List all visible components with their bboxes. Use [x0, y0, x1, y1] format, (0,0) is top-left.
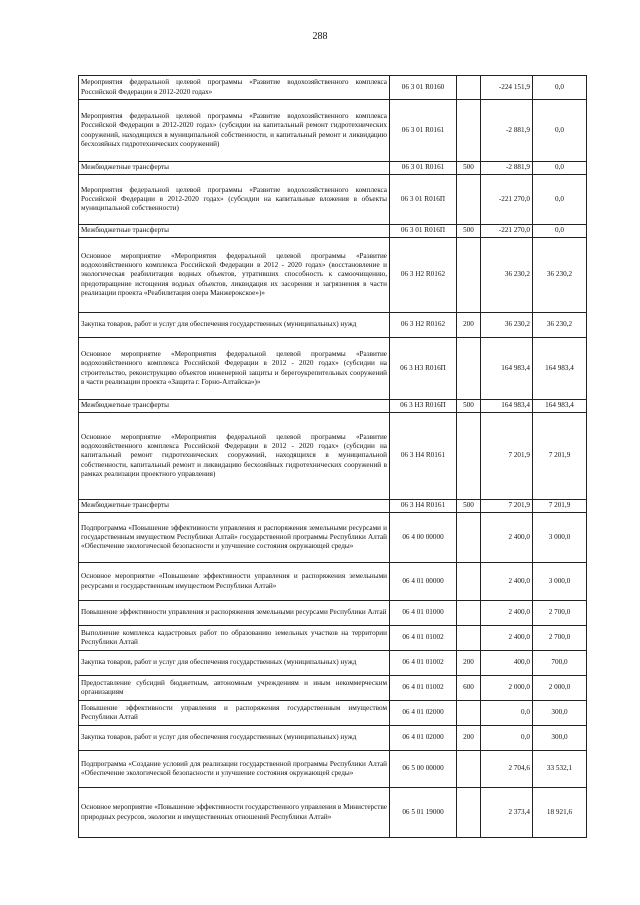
- target-article-code-cell: 06 3 Н3 R016П: [390, 338, 457, 400]
- table-row: [79, 500, 587, 513]
- table-row: [79, 751, 587, 788]
- expense-type-code-cell: [457, 701, 481, 726]
- row-name-cell: Закупка товаров, работ и услуг для обеспечения государственных (муниципальных) нужд: [79, 313, 390, 338]
- row-name-cell: Предоставление субсидий бюджетным, автономным учреждениям и иным некоммерческим организациям: [79, 676, 390, 701]
- row-name-cell: Межбюджетные трансферты: [79, 225, 390, 238]
- amount-first-year-cell: -221 270,0: [481, 225, 533, 238]
- target-article-code-cell: 06 4 01 01002: [390, 676, 457, 701]
- row-name-cell: Межбюджетные трансферты: [79, 500, 390, 513]
- table-row: [79, 563, 587, 601]
- table-row: [79, 601, 587, 626]
- amount-second-year-cell: 700,0: [533, 651, 587, 676]
- amount-second-year-cell: 7 201,9: [533, 413, 587, 500]
- row-name-cell: Закупка товаров, работ и услуг для обеспечения государственных (муниципальных) нужд: [79, 651, 390, 676]
- amount-second-year-cell: 0,0: [533, 225, 587, 238]
- table-row: [79, 175, 587, 225]
- amount-second-year-cell: 164 983,4: [533, 400, 587, 413]
- target-article-code-cell: 06 5 00 00000: [390, 751, 457, 788]
- expense-type-code-cell: [457, 175, 481, 225]
- expense-type-code-cell: [457, 76, 481, 100]
- amount-first-year-cell: 2 400,0: [481, 601, 533, 626]
- target-article-code-cell: 06 4 01 01002: [390, 651, 457, 676]
- expense-type-code-cell: [457, 413, 481, 500]
- row-name-cell: Мероприятия федеральной целевой программы «Развитие водохозяйственного комплекса Российской Федерации в 2012-2020 годах» (субсидии на капитальный ремонт гидротехнических сооружений, находящихся в муниципальной собственности, и капитальный ремонт и ликвидацию бесхозяйных гидротехнических сооружений): [79, 100, 390, 162]
- target-article-code-cell: 06 3 Н3 R016П: [390, 400, 457, 413]
- amount-first-year-cell: 2 400,0: [481, 513, 533, 563]
- amount-first-year-cell: 0,0: [481, 726, 533, 751]
- target-article-code-cell: 06 5 01 19000: [390, 788, 457, 838]
- target-article-code-cell: 06 3 Н4 R0161: [390, 500, 457, 513]
- amount-second-year-cell: 0,0: [533, 76, 587, 100]
- table-row: [79, 100, 587, 162]
- amount-second-year-cell: 3 000,0: [533, 563, 587, 601]
- amount-second-year-cell: 300,0: [533, 726, 587, 751]
- amount-second-year-cell: 36 230,2: [533, 313, 587, 338]
- table-row: [79, 726, 587, 751]
- expense-type-code-cell: 500: [457, 225, 481, 238]
- amount-first-year-cell: 2 000,0: [481, 676, 533, 701]
- row-name-cell: Основное мероприятие «Мероприятия федеральной целевой программы «Развитие водохозяйственного комплекса Российской Федерации в 2012 - 2020 годах» (субсидии на строительство, реконструкцию объектов инженерной защиты и берегоукрепительных сооружений в части реализации проекта «Защита г. Горно-Алтайска»)»: [79, 338, 390, 400]
- amount-second-year-cell: 36 230,2: [533, 238, 587, 313]
- expense-type-code-cell: 500: [457, 500, 481, 513]
- amount-first-year-cell: 2 373,4: [481, 788, 533, 838]
- amount-first-year-cell: 2 400,0: [481, 626, 533, 651]
- target-article-code-cell: 06 3 Н2 R0162: [390, 313, 457, 338]
- row-name-cell: Мероприятия федеральной целевой программы «Развитие водохозяйственного комплекса Российской Федерации в 2012-2020 годах»: [79, 76, 390, 100]
- table-row: [79, 162, 587, 175]
- target-article-code-cell: 06 4 01 00000: [390, 563, 457, 601]
- amount-second-year-cell: 2 700,0: [533, 601, 587, 626]
- expense-type-code-cell: [457, 100, 481, 162]
- expense-type-code-cell: [457, 338, 481, 400]
- row-name-cell: Основное мероприятие «Повышение эффективности управления и распоряжения земельными ресурсами и государственным имуществом Республики Алтай»: [79, 563, 390, 601]
- amount-first-year-cell: 164 983,4: [481, 400, 533, 413]
- target-article-code-cell: 06 4 01 01002: [390, 626, 457, 651]
- target-article-code-cell: 06 4 01 02000: [390, 701, 457, 726]
- table-row: [79, 338, 587, 400]
- expense-type-code-cell: 200: [457, 651, 481, 676]
- table-row: [79, 413, 587, 500]
- target-article-code-cell: 06 3 01 R016П: [390, 225, 457, 238]
- row-name-cell: Основное мероприятие «Мероприятия федеральной целевой программы «Развитие водохозяйственного комплекса Российской Федерации в 2012 - 2020 годах» (восстановление и экологическая реабилитация водных объектов, утративших способность к самоочищению, предотвращение истощения водных объектов, ликвидация их засорения и загрязнения в части реализации проекта «Реабилитация озера Манжерокское»)»: [79, 238, 390, 313]
- amount-first-year-cell: 400,0: [481, 651, 533, 676]
- target-article-code-cell: 06 4 00 00000: [390, 513, 457, 563]
- table-row: [79, 225, 587, 238]
- expense-type-code-cell: 200: [457, 313, 481, 338]
- row-name-cell: Повышение эффективности управления и распоряжения земельными ресурсами Республики Алтай: [79, 601, 390, 626]
- target-article-code-cell: 06 4 01 01000: [390, 601, 457, 626]
- target-article-code-cell: 06 4 01 02000: [390, 726, 457, 751]
- row-name-cell: Межбюджетные трансферты: [79, 400, 390, 413]
- amount-first-year-cell: -224 151,9: [481, 76, 533, 100]
- table-row: [79, 313, 587, 338]
- amount-first-year-cell: 36 230,2: [481, 238, 533, 313]
- amount-first-year-cell: -2 881,9: [481, 100, 533, 162]
- table-row: [79, 788, 587, 838]
- target-article-code-cell: 06 3 01 R0161: [390, 162, 457, 175]
- table-row: [79, 676, 587, 701]
- expense-type-code-cell: 200: [457, 726, 481, 751]
- row-name-cell: Подпрограмма «Повышение эффективности управления и распоряжения земельными ресурсами и государственным имуществом Республики Алтай» государственной программы Республики Алтай «Обеспечение экологической безопасности и улучшение состояния окружающей среды»: [79, 513, 390, 563]
- expense-type-code-cell: [457, 601, 481, 626]
- expense-type-code-cell: 500: [457, 162, 481, 175]
- amount-second-year-cell: 164 983,4: [533, 338, 587, 400]
- table-row: [79, 651, 587, 676]
- target-article-code-cell: 06 3 01 R0161: [390, 100, 457, 162]
- amount-second-year-cell: 2 700,0: [533, 626, 587, 651]
- amount-second-year-cell: 18 921,6: [533, 788, 587, 838]
- amount-second-year-cell: 0,0: [533, 162, 587, 175]
- amount-first-year-cell: 36 230,2: [481, 313, 533, 338]
- amount-first-year-cell: 7 201,9: [481, 413, 533, 500]
- expense-type-code-cell: [457, 513, 481, 563]
- amount-first-year-cell: -2 881,9: [481, 162, 533, 175]
- page-number: 288: [312, 31, 328, 42]
- expense-type-code-cell: [457, 788, 481, 838]
- target-article-code-cell: 06 3 Н4 R0161: [390, 413, 457, 500]
- amount-second-year-cell: 0,0: [533, 100, 587, 162]
- amount-first-year-cell: 7 201,9: [481, 500, 533, 513]
- target-article-code-cell: 06 3 Н2 R0162: [390, 238, 457, 313]
- row-name-cell: Основное мероприятие «Повышение эффективности государственного управления в Министерстве природных ресурсов, экологии и имущественных отношений Республики Алтай»: [79, 788, 390, 838]
- table-row: [79, 513, 587, 563]
- target-article-code-cell: 06 3 01 R0160: [390, 76, 457, 100]
- amount-second-year-cell: 3 000,0: [533, 513, 587, 563]
- expense-type-code-cell: [457, 238, 481, 313]
- amount-second-year-cell: 300,0: [533, 701, 587, 726]
- amount-first-year-cell: -221 270,0: [481, 175, 533, 225]
- amount-second-year-cell: 33 532,1: [533, 751, 587, 788]
- amount-first-year-cell: 2 400,0: [481, 563, 533, 601]
- row-name-cell: Подпрограмма «Создание условий для реализации государственной программы Республики Алтай «Обеспечение экологической безопасности и улучшение состояния окружающей среды»: [79, 751, 390, 788]
- budget-table: [78, 75, 587, 838]
- row-name-cell: Межбюджетные трансферты: [79, 162, 390, 175]
- row-name-cell: Закупка товаров, работ и услуг для обеспечения государственных (муниципальных) нужд: [79, 726, 390, 751]
- row-name-cell: Выполнение комплекса кадастровых работ по образованию земельных участков на территории Республики Алтай: [79, 626, 390, 651]
- expense-type-code-cell: [457, 626, 481, 651]
- amount-second-year-cell: 2 000,0: [533, 676, 587, 701]
- amount-second-year-cell: 7 201,9: [533, 500, 587, 513]
- table-row: [79, 626, 587, 651]
- table-row: [79, 76, 587, 100]
- amount-first-year-cell: 0,0: [481, 701, 533, 726]
- table-row: [79, 400, 587, 413]
- row-name-cell: Повышение эффективности управления и распоряжения государственным имуществом Республики Алтай: [79, 701, 390, 726]
- expense-type-code-cell: 500: [457, 400, 481, 413]
- table-row: [79, 238, 587, 313]
- expense-type-code-cell: 600: [457, 676, 481, 701]
- expense-type-code-cell: [457, 563, 481, 601]
- target-article-code-cell: 06 3 01 R016П: [390, 175, 457, 225]
- row-name-cell: Основное мероприятие «Мероприятия федеральной целевой программы «Развитие водохозяйственного комплекса Российской Федерации в 2012 - 2020 годах» (субсидии на капитальный ремонт гидротехнических сооружений, находящихся в муниципальной собственности, капитальный ремонт и ликвидацию бесхозяйных гидротехнических сооружений в рамках реализации проектного управления): [79, 413, 390, 500]
- row-name-cell: Мероприятия федеральной целевой программы «Развитие водохозяйственного комплекса Российской Федерации в 2012-2020 годах» (субсидии на капитальные вложения в объекты муниципальной собственности): [79, 175, 390, 225]
- amount-first-year-cell: 2 704,6: [481, 751, 533, 788]
- table-row: [79, 701, 587, 726]
- amount-second-year-cell: 0,0: [533, 175, 587, 225]
- expense-type-code-cell: [457, 751, 481, 788]
- amount-first-year-cell: 164 983,4: [481, 338, 533, 400]
